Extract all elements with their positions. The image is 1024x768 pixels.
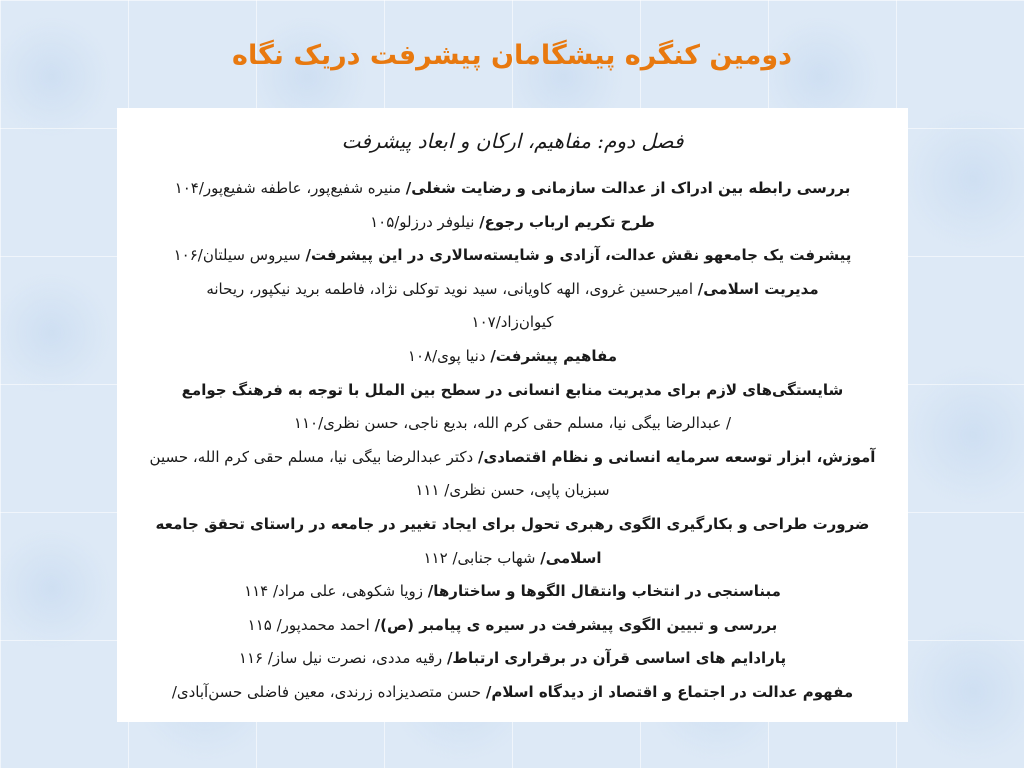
entry-title: مفاهیم پیشرفت/ bbox=[490, 346, 618, 365]
entry-authors: دنیا پوی/۱۰۸ bbox=[407, 346, 491, 365]
toc-entry bbox=[143, 575, 882, 609]
entry-title: اسلامی/ bbox=[540, 548, 602, 567]
toc-entry bbox=[143, 273, 882, 307]
entry-title: پارادایم های اساسی قرآن در برقراری ارتباط/ bbox=[446, 649, 787, 668]
entry-authors: سیروس سیلتان/۱۰۶ bbox=[173, 246, 306, 265]
toc-entry-continuation bbox=[143, 474, 882, 508]
entry-authors: نیلوفر درزلو/۱۰۵ bbox=[370, 212, 480, 231]
entry-authors: زویا شکوهی، علی مراد/ ۱۱۴ bbox=[244, 582, 428, 601]
entry-title: آموزش، ابزار توسعه سرمایه انسانی و نظام اقتصادی/ bbox=[477, 447, 876, 466]
entry-authors: منیره شفیع‌پور، عاطفه شفیع‌پور/۱۰۴ bbox=[174, 179, 406, 197]
document-page bbox=[117, 108, 908, 722]
entry-title: مفهوم عدالت در اجتماع و اقتصاد از دیدگاه اسلام/ bbox=[485, 682, 854, 701]
entry-authors: سبزیان پاپی، حسن نظری/ ۱۱۱ bbox=[415, 481, 610, 500]
toc-entry bbox=[143, 340, 882, 374]
toc-entry-continuation bbox=[143, 542, 882, 576]
toc-entry bbox=[143, 609, 882, 643]
entry-authors: امیرحسین غروی، الهه کاویانی، سید نوید توکلی نژاد، فاطمه برید نیکپور، ریحانه bbox=[206, 279, 698, 298]
entry-title: طرح تکریم ارباب رجوع/ bbox=[479, 212, 655, 231]
toc-entry bbox=[143, 374, 882, 408]
entry-title: بررسی و تبیین الگوی پیشرفت در سیره ی پیامبر (ص)/ bbox=[374, 615, 778, 634]
toc-entry-continuation bbox=[143, 407, 882, 441]
entry-title: بررسی رابطه بین ادراک از عدالت سازمانی و رضایت شغلی/ bbox=[405, 179, 851, 197]
entry-authors: رقیه مددی، نصرت نیل ساز/ ۱۱۶ bbox=[238, 649, 447, 668]
entry-authors: دکتر عبدالرضا بیگی نیا، مسلم حقی کرم الله، حسین bbox=[149, 447, 478, 466]
entry-authors: کیوان‌زاد/۱۰۷ bbox=[471, 313, 554, 332]
toc-entry bbox=[143, 676, 882, 710]
toc-entry bbox=[143, 642, 882, 676]
entry-title: شایستگی‌های لازم برای مدیریت منابع انسانی در سطح بین الملل با توجه به فرهنگ جوامع bbox=[181, 380, 844, 399]
entry-title: مبناسنجی در انتخاب وانتقال الگوها و ساختارها/ bbox=[427, 582, 781, 601]
entry-authors: احمد محمدپور/ ۱۱۵ bbox=[247, 615, 375, 634]
entry-title: مدیریت اسلامی/ bbox=[697, 279, 819, 298]
entry-title: پیشرفت یک جامعهو نقش عدالت، آزادی و شایسته‌سالاری در این پیشرفت/ bbox=[305, 246, 852, 265]
toc-entry bbox=[143, 239, 882, 273]
slide-title: دومین کنگره پیشگامان پیشرفت دریک نگاه bbox=[232, 40, 792, 71]
toc-entry bbox=[143, 508, 882, 542]
toc-entry bbox=[143, 441, 882, 475]
toc-entry bbox=[143, 172, 882, 206]
entry-authors: شهاب جنابی/ ۱۱۲ bbox=[423, 548, 541, 567]
entry-authors: حسن متصدیزاده زرندی، معین فاضلی حسن‌آبادی/ bbox=[171, 682, 486, 701]
toc-entry bbox=[143, 206, 882, 240]
toc-entry-continuation bbox=[143, 306, 882, 340]
chapter-heading: فصل دوم: مفاهیم، ارکان و ابعاد پیشرفت bbox=[341, 129, 684, 153]
entry-title: ضرورت طراحی و بکارگیری الگوی رهبری تحول برای ایجاد تغییر در جامعه در راستای تحقق جامعه bbox=[155, 514, 870, 533]
entry-authors: / عبدالرضا بیگی نیا، مسلم حقی کرم الله، بدیع ناجی، حسن نظری/۱۱۰ bbox=[293, 414, 732, 433]
